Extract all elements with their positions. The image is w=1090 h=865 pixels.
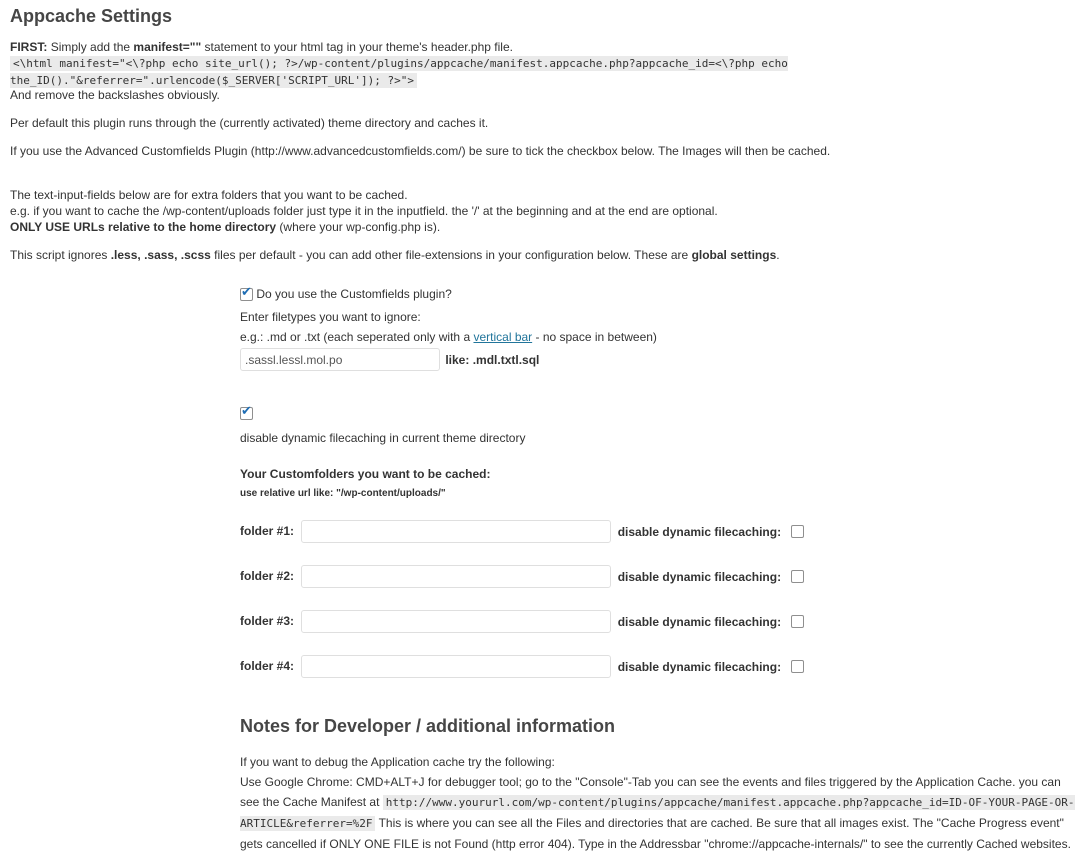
only-use-rest: (where your wp-config.php is). <box>279 220 441 234</box>
manifest-code-block <box>10 55 850 89</box>
folder-label-2: folder #2: <box>240 568 295 583</box>
folder-label-4: folder #4: <box>240 658 295 673</box>
ignores-line <box>10 247 780 263</box>
filetypes-hint-a: e.g.: .md or .txt (each seperated only with a <box>240 330 471 344</box>
filetypes-hint-b: - no space in between) <box>535 330 657 344</box>
manifest-code: <\html manifest="<\?php echo site_url(); ?>/wp-content/plugins/appcache/manifest.appcache.php?appcache_id=<\?php echo the_ID()."&referrer=".urlencode($_SERVER['SCRIPT_URL']); ?>"> <box>10 57 788 87</box>
notes-debug-line: If you want to debug the Application cache try the following: <box>240 755 555 769</box>
folder-input-2[interactable] <box>301 565 611 588</box>
disable-dynamic-label: disable dynamic filecaching in current theme directory <box>240 431 526 445</box>
folder-input-4[interactable] <box>301 655 611 678</box>
folder-disable-checkbox-3[interactable] <box>791 615 804 628</box>
ignores-end: . <box>776 248 780 262</box>
extra-folders-text: The text-input-fields below are for extra folders that you want to be cached. <box>10 188 408 202</box>
first-text-b: statement to your html tag in your theme's header.php file. <box>204 40 513 54</box>
notes-title: Notes for Developer / additional information <box>240 716 616 736</box>
first-label: FIRST: <box>10 40 48 54</box>
folder-disable-checkbox-4[interactable] <box>791 660 804 673</box>
folder-label-1: folder #1: <box>240 523 295 538</box>
ignores-a: This script ignores <box>10 248 108 262</box>
intro-first-line <box>10 39 513 55</box>
filetypes-input-row <box>240 348 539 371</box>
filetypes-hint <box>240 329 657 345</box>
customfolders-hint: use relative url like: "/wp-content/uploads/" <box>240 488 446 499</box>
notes-body <box>240 752 1080 854</box>
notes-chrome-a: Use Google Chrome: CMD+ALT+J for debugger tool; go to the "Console"-Tab you can see the events and files triggered by the Application Cache. you can see the Cache Manifest at <box>240 775 1061 809</box>
first-text-a: Simply add the <box>50 40 131 54</box>
manifest-label: manifest="" <box>133 40 202 54</box>
folder-disable-checkbox-1[interactable] <box>791 525 804 538</box>
disable-dynamic-checkbox-row <box>240 405 253 421</box>
filetypes-label: Enter filetypes you want to ignore: <box>240 310 421 324</box>
customfolders-heading: Your Customfolders you want to be cached: <box>240 467 491 481</box>
disable-dynamic-checkbox[interactable] <box>240 407 253 420</box>
per-default-text: Per default this plugin runs through the (currently activated) theme directory and caches it. <box>10 116 489 130</box>
folder-label-3: folder #3: <box>240 613 295 628</box>
folder-disable-label-4: disable dynamic filecaching: <box>617 659 782 674</box>
global-settings-bold: global settings <box>691 248 777 262</box>
vertical-bar-link[interactable]: vertical bar <box>473 330 533 344</box>
folder-disable-checkbox-2[interactable] <box>791 570 804 583</box>
notes-chrome-paragraph <box>240 772 1080 854</box>
only-use-bold: ONLY USE URLs relative to the home directory <box>10 220 277 234</box>
folder-row-4 <box>240 655 804 678</box>
folder-row-1 <box>240 520 804 543</box>
folder-input-1[interactable] <box>301 520 611 543</box>
customfields-label: Do you use the Customfields plugin? <box>256 287 452 301</box>
notes-chrome-b: This is where you can see all the Files and directories that are cached. Be sure that all images exist. The "Cache Progress event" gets cancelled if ONLY ONE FILE is not Found (http error 404). Type in the Addressbar "chrome://appcache-internals/" to see the currently Cached websites. <box>240 816 1071 851</box>
filetypes-input[interactable] <box>240 348 440 371</box>
only-use-line <box>10 219 440 235</box>
customfields-row <box>240 286 452 302</box>
customfields-checkbox[interactable] <box>240 288 253 301</box>
folder-row-3 <box>240 610 804 633</box>
page-title: Appcache Settings <box>10 6 173 26</box>
acf-note-text: If you use the Advanced Customfields Plugin (http://www.advancedcustomfields.com/) be sure to tick the checkbox below. The Images will then be cached. <box>10 144 831 158</box>
folder-row-2 <box>240 565 804 588</box>
ignores-bold: .less, .sass, .scss <box>110 248 211 262</box>
folder-disable-label-1: disable dynamic filecaching: <box>617 524 782 539</box>
example-text: e.g. if you want to cache the /wp-content/uploads folder just type it in the inputfield. the '/' at the beginning and at the end are optional. <box>10 204 718 218</box>
filetypes-like: like: .mdl.txtl.sql <box>445 352 540 367</box>
ignores-b: files per default - you can add other file-extensions in your configuration below. These are <box>214 248 689 262</box>
folder-disable-label-2: disable dynamic filecaching: <box>617 569 782 584</box>
folder-input-3[interactable] <box>301 610 611 633</box>
notes-manifest-url: http://www.yoururl.com/wp-content/plugins/appcache/manifest.appcache.php?appcache_id=ID-OF-YOUR-PAGE-OR-ARTICLE&referrer=%2F <box>240 796 1075 830</box>
remove-backslashes-text: And remove the backslashes obviously. <box>10 88 220 102</box>
folder-disable-label-3: disable dynamic filecaching: <box>617 614 782 629</box>
